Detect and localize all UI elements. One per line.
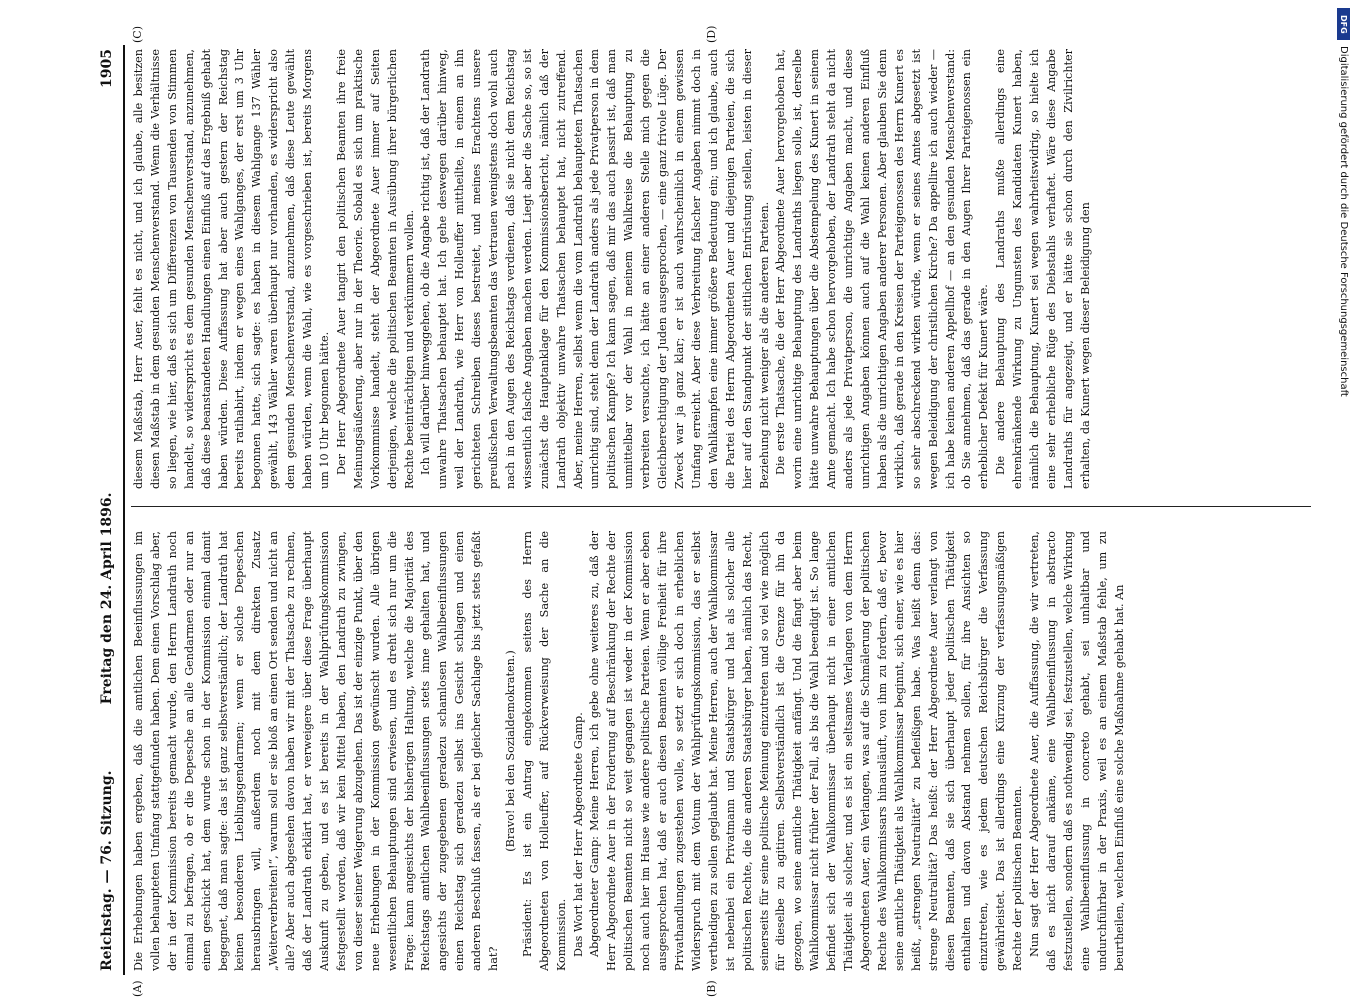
rotated-page — [95, 25, 1315, 997]
page-header — [95, 45, 121, 975]
dfg-logo: DFG — [1337, 8, 1350, 40]
digitization-note: Digitalisierung gefördert durch die Deutsche Forschungsgemeinschaft — [1338, 46, 1349, 397]
margin-marker-a: (A) — [131, 980, 144, 997]
paragraph: Die andere Behauptung des Landraths mußte allerdings eine ehrenkränkende Wirkung zu Ungunsten des Kandidaten Kunert haben, nämlich die Behauptung, Kunert sei wegen wahrheitswidrig, so hielte ich eine sehr erhebliche Rüge des Diebstahls verhaftet. Wäre diese Angabe Landraths für angezeigt, und er hätte sie schon durch den Zivilrichter erhalten, da Kunert wegen dieser Beleidigung den — [994, 49, 1092, 489]
margin-marker-c: (C) — [131, 26, 144, 43]
paragraph: Die erste Thatsache, die der Herr Abgeordnete Auer hervorgehoben hat, worin eine unrichtige Behauptung des Landraths liegen solle, ist, derselbe hätte unwahre Behauptungen über die Abstempelung des Kunert in seinem Amte gemacht. Ich habe schon hervorgehoben, der Landrath steht da nicht anders als jede Privatperson, die unrichtige Angaben macht, und diese unrichtigen Angaben können auch auf die Wahl keinen anderen Einfluß haben als die unrichtigen Angaben anderer Personen. Aber glauben Sie denn wirklich, daß gerade in den Kreisen der Parteigenossen des Herrn Kunert es so sehr abschreckend wirken würde, wenn er seines Amtes abgesetzt ist wegen Beleidigung der christlichen Kirche? Da appellire ich auch wieder — ich habe keinen anderen Appellhof — an den gesunden Menschenverstand: ob Sie annehmen, daß das gerade in den Augen Ihrer Parteigenossen ein erheblicher Defekt für Kunert wäre. — [774, 49, 991, 489]
paragraph: Der Herr Abgeordnete Auer tangirt den politischen Beamten ihre freie Meinungsäußerung, aber nur in der Theorie. Sobald es sich um praktische Vorkommnisse handelt, steht der Abgeordnete Auer immer auf Seiten derjenigen, welche die politischen Beamten in Ausübung ihrer bürgerlichen Rechte beeinträchtigen und verkümmern wollen. — [334, 49, 416, 489]
text-column-left — [131, 531, 1311, 971]
header-date: Freitag den 24. April 1896. — [99, 492, 115, 705]
margin-marker-d: (D) — [705, 25, 718, 43]
paragraph: Die Erhebungen haben ergeben, daß die amtlichen Beeinflussungen im vollen behaupteten Umfang stattgefunden haben. Dem einen Vorschlag aber, der in der Kommission bereits gemacht wurde, den Herrn Landrath noch einmal zu befragen, ob er die Depesche an alle Gendarmen oder nur an einen geschickt hat, dem wurde schon in der Kommission einmal damit begegnet, daß man sagte: das ist ganz selbstverständlich; der Landrath hat keinen besonderen Lieblingsgendarmen; wenn er solche Depeschen herausbringen will, außerdem noch mit dem direkten Zusatz „Weiterverbreiten!“, warum soll er sie bloß an einen Ort senden und nicht an alle? Aber auch abgesehen davon haben wir mit der Thatsache zu rechnen, daß der Landrath erklärt hat, er verweigere über diese Frage überhaupt Auskunft zu geben, und es ist bereits in der Wahlprüfungskommission festgestellt worden, daß wir kein Mittel haben, den Landrath zu zwingen, von dieser seiner Weigerung abzugehen. Das ist der einzige Punkt, über den neue Erhebungen in der Kommission gewünscht wurden. Alle übrigen wesentlichen Behauptungen sind erwiesen, und es dreht sich nur um die Frage: kann angesichts der bisherigen Haltung, welche die Majorität des Reichstags amtlichen Wahlbeeinflussungen stets inne gehalten hat, und angesichts der zugegebenen geradezu schamlosen Wahlbeeinflussungen einen Reichstag sich geradezu selbst ins Gesicht schlagen und einen anderen Beschluß fassen, als er bei gleicher Sachlage bis jetzt stets gefaßt hat? — [132, 531, 501, 971]
paragraph: Abgeordneter Gamp: Meine Herren, ich gebe ohne weiteres zu, daß der Herr Abgeordnete Auer in der Forderung auf Beschränkung der Rechte der politischen Beamten nicht so weit gegangen ist weder in der Kommission noch auch hier im Hause wie andere politische Parteien. Wenn er aber eben ausgesprochen hat, daß er auch diesen Beamten völlige Freiheit für ihre Privathandlungen zugestehen wolle, so setzt er sich doch in erheblichen Widerspruch mit dem Votum der Wahlprüfungskommission, das er selbst vertheidigen zu sollen geglaubt hat. Meine Herren, auch der Wahlkommissar ist nebenbei ein Privatmann und Staatsbürger und hat als solcher alle politischen Rechte, die die anderen Staatsbürger haben, nämlich das Recht, seinerseits für seine politische Meinung einzutreten und so viel wie möglich für dieselbe zu agitiren. Selbstverständlich ist die Grenze für ihn da gezogen, wo seine amtliche Thätigkeit anfängt. Und die fängt aber beim Wahlkommissar nicht früher der Fall, als bis die Wahl beendigt ist. So lange befindet sich der Wahlkommissar überhaupt nicht in einer amtlichen Thätigkeit als solcher, und es ist ein seltsames Verlangen von dem Herrn Abgeordneten Auer, ein Verlangen, was auf die Schmälerung der politischen Rechte des Wahlkommissars hinausläuft, von ihm zu fordern, daß er, bevor seine amtliche Thätigkeit als Wahlkommissar beginnt, sich einer, wie es hier heißt, „strengen Neutralität“ zu befleißigen habe. Was heißt denn das: strenge Neutralität? Das heißt: der Herr Abgeordnete Auer verlangt von diesen Beamten, daß sie sich überhaupt jeder politischen Thätigkeit enthalten und davon Abstand nehmen sollen, für ihre Ansichten so einzutreten, wie es jedem deutschen Reichsbürger die Verfassung gewährleistet. Das ist allerdings eine Kürzung der verfassungsmäßigen Rechte der politischen Beamten. — [588, 531, 1025, 971]
header-date-page — [99, 49, 115, 704]
paragraph: Nun sagt der Herr Abgeordnete Auer, die Auffassung, die wir vertreten, daß es nicht darauf ankäme, eine Wahlbeeinflussung in abstracto festzustellen, sondern daß es nothwendig sei, festzustellen, welche Wirkung eine Wahlbeeinflussung in concreto gehabt, sei unhaltbar und undurchführbar in der Praxis, weil es an einem Maßstab fehle, um zu beurtheilen, welchen Einfluß eine solche Maßnahme gehabt hat. An — [1028, 531, 1126, 971]
paragraph: Präsident: Es ist ein Antrag eingekommen seitens des Herrn Abgeordneten von Holleuffer, auf Rückverweisung der Sache an die Kommission. — [520, 531, 568, 971]
column-divider — [131, 506, 1311, 507]
margin-marker-b: (B) — [705, 980, 718, 997]
header-session: Reichstag. — 76. Sitzung. — [99, 770, 115, 971]
paragraph: Ich will darüber hinweggehen, ob die Angabe richtig ist, daß der Landrath unwahre Thatsachen behauptet hat. Ich gehe deswegen darüber hinweg, weil der Landrath, wie Herr von Holleuffer mittheilte, in einem an ihn gerichteten Schreiben dieses bestreitet, und meines Erachtens unsere preußischen Verwaltungsbeamten das Vertrauen wenigstens doch wohl auch nach in den Augen des Reichstags verdienen, daß sie nicht dem Reichstag wissentlich falsche Angaben machen werden. Liegt aber die Sache so, so ist zunächst die Hauptanklage für den Kommissionsbericht, nämlich daß der Landrath objektiv unwahre Thatsachen behauptet hat, nicht zutreffend. Aber, meine Herren, selbst wenn die vom Landrath behaupteten Thatsachen unrichtig sind, steht denn der Landrath anders als jede Privatperson in dem politischen Kampfe? Ich kann sagen, daß mir das auch passirt ist, daß man unmittelbar vor der Wahl in meinem Wahlkreise die Behauptung zu verbreiten versuchte, ich hätte an einer anderen Stelle mich gegen die Gleichberechtigung der Juden ausgesprochen, — eine ganz frivole Lüge. Der Zweck war ja ganz klar; er ist auch wahrscheinlich in einem gewissen Umfang erreicht. Aber diese Verbreitung falscher Angaben nimmt doch in den Wahlkämpfen eine immer größere Bedeutung ein; und ich glaube, auch die Partei des Herrn Abgeordneten Auer und diejenigen Parteien, die sich hier auf den Standpunkt der sittlichen Entrüstung stellen, leisten in dieser Beziehung nicht weniger als die anderen Parteien. — [419, 49, 771, 489]
text-column-right — [131, 49, 1311, 489]
page-number: 1905 — [99, 49, 115, 88]
paragraph: Das Wort hat der Herr Abgeordnete Gamp. — [571, 712, 585, 957]
paragraph: diesem Maßstab, Herr Auer, fehlt es nicht, und ich glaube, alle besitzen diesen Maßstab in dem gesunden Menschenverstand. Wenn die Verhältnisse so liegen, wie hier, daß es sich um Differenzen von Tausenden von Stimmen handelt, so widerspricht es dem gesunden Menschenverstand, anzunehmen, daß diese beanstandeten Handlungen einen Einfluß auf das Ergebniß gehabt haben würden. Diese Auffassung hat aber auch gestern der Reichstag bereits ratihabirt, indem er wegen eines Wahlganges, der erst um 3 Uhr begonnen hatte, sich sagte: es haben in diesem Wahlgange 137 Wähler gewählt, 143 Wähler waren überhaupt nur vorhanden, es widerspricht also dem gesunden Menschenverstand, anzunehmen, daß diese Leute gewählt haben würden, wenn die Wahl, wie es vorgeschrieben ist, bereits Morgens um 10 Uhr begonnen hätte. — [132, 49, 331, 489]
header-rule — [123, 45, 125, 975]
interjection: (Bravo! bei den Sozialdemokraten.) — [503, 650, 517, 852]
